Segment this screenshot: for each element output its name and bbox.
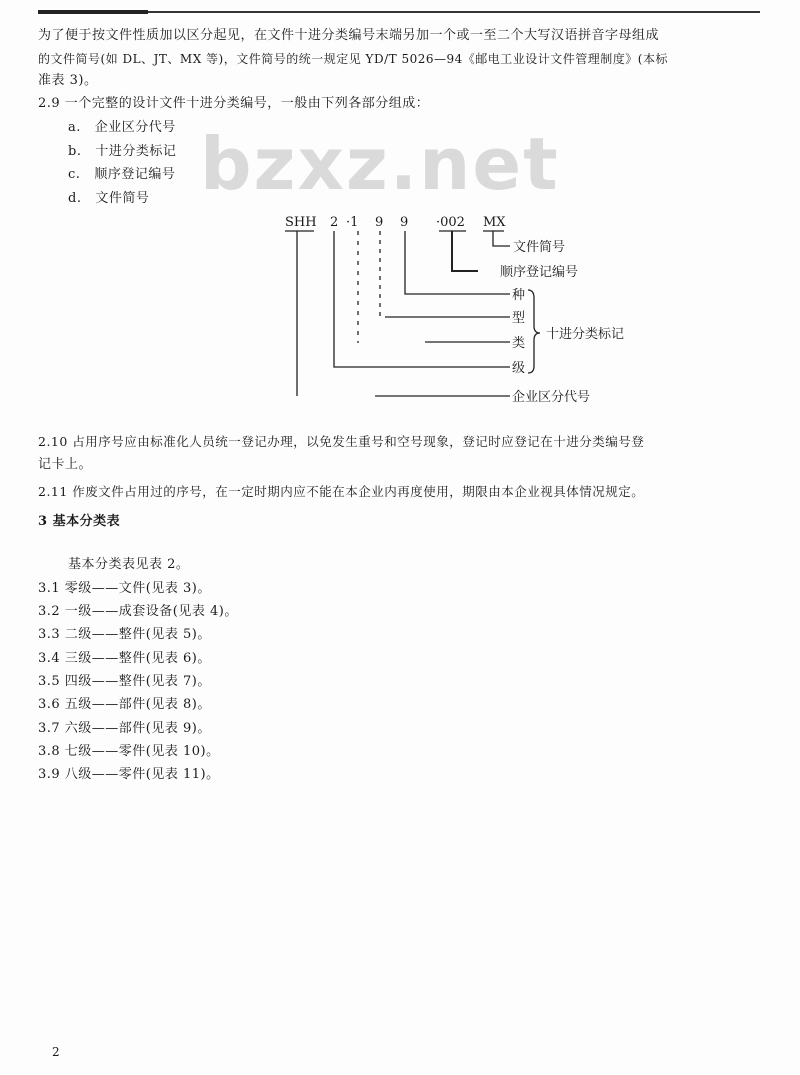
section-3-intro: 基本分类表见表 2。 <box>68 557 190 572</box>
connector-abbr <box>493 231 510 246</box>
label-decimal: 十进分类标记 <box>546 327 625 342</box>
label-class: 类 <box>512 336 526 351</box>
code-enterprise: SHH <box>285 215 317 230</box>
list-item: 3.8 七级——零件(见表 10)。 <box>38 744 220 759</box>
connector-seq <box>452 231 478 271</box>
intro-line: 为了便于按文件性质加以区分起见，在文件十进分类编号末端另加一个或一至二个大写汉语拼音字母组成 <box>38 28 660 43</box>
intro-line: 准表 3)。 <box>38 73 98 88</box>
list-label: 文件简号 <box>95 191 150 206</box>
list-item: 3.6 五级——部件(见表 8)。 <box>38 697 211 712</box>
connector-kind <box>405 231 510 294</box>
label-seq: 顺序登记编号 <box>500 265 579 280</box>
list-mark: d. <box>68 191 82 206</box>
list-item: 3.5 四级——整件(见表 7)。 <box>38 674 211 689</box>
list-mark: b. <box>68 144 82 159</box>
connector-level <box>334 231 510 367</box>
list-item: 3.3 二级——整件(见表 5)。 <box>38 627 211 642</box>
list-label: 十进分类标记 <box>95 144 177 159</box>
page-number: 2 <box>52 1045 61 1059</box>
label-kind: 种 <box>512 288 526 303</box>
label-abbr: 文件简号 <box>513 240 566 255</box>
section-2-9: 2.9 一个完整的设计文件十进分类编号，一般由下列各部分组成： <box>38 96 430 111</box>
section-2-10-cont: 记卡上。 <box>38 457 93 472</box>
section-2-11: 2.11 作废文件占用过的序号，在一定时期内应不能在本企业内再度使用，期限由本企业视具体情况规定。 <box>38 484 645 499</box>
label-level: 级 <box>512 361 526 376</box>
list-item: 3.4 三级——整件(见表 6)。 <box>38 651 211 666</box>
list-label: 顺序登记编号 <box>94 167 176 182</box>
intro-line: 的文件简号(如 DL、JT、MX 等)，文件简号的统一规定见 YD/T 5026—94《邮电工业设计文件管理制度》(本标 <box>38 52 668 66</box>
list-item: 3.2 一级——成套设备(见表 4)。 <box>38 604 238 619</box>
list-mark: a. <box>68 120 81 135</box>
list-item: 3.9 八级——零件(见表 11)。 <box>38 767 220 782</box>
list-label: 企业区分代号 <box>94 120 176 135</box>
list-item: 3.7 六级——部件(见表 9)。 <box>38 721 211 736</box>
section-2-10: 2.10 占用序号应由标准化人员统一登记办理，以免发生重号和空号现象，登记时应登记在十进分类编号登 <box>38 434 645 449</box>
label-type: 型 <box>512 311 526 326</box>
code-type: 9 <box>375 215 384 230</box>
code-kind: 9 <box>400 215 409 230</box>
section-3-heading: 3 基本分类表 <box>38 514 121 529</box>
watermark: bzxz.net <box>200 122 560 206</box>
list-mark: c. <box>68 167 81 182</box>
list-item: 3.1 零级——文件(见表 3)。 <box>38 581 211 596</box>
code-level: 2 <box>330 215 339 230</box>
label-enterprise: 企业区分代号 <box>512 390 591 405</box>
code-abbr: MX <box>483 215 506 230</box>
code-class: ·1 <box>346 215 359 230</box>
brace <box>528 290 540 373</box>
code-seq: ·002 <box>436 215 465 230</box>
